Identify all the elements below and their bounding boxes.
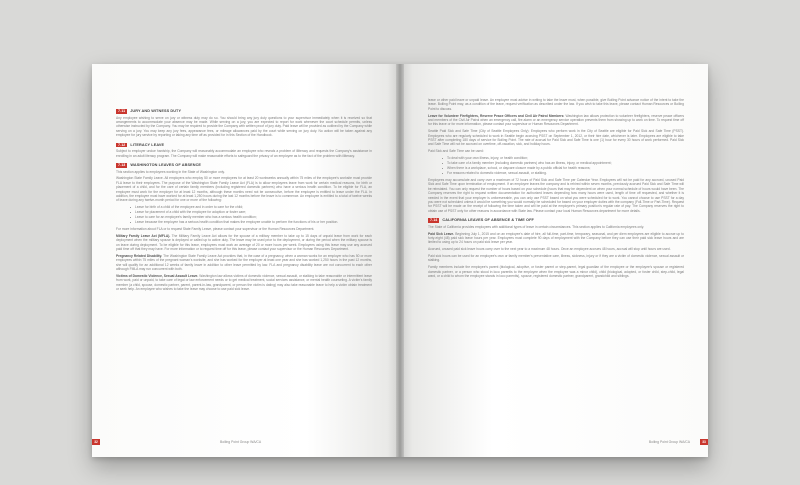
subsection-paragraph (428, 232, 684, 245)
section-title: CALIFORNIA LEAVES OF ABSENCE & TIME OFF (442, 218, 534, 223)
left-page (92, 64, 400, 457)
paragraph: Any employee wishing to serve on jury or witness duty may do so. You should bring any jury duty questions to your supervisor immediately when it is received so that arrangements to accommodate your absence may be made. While serving on a jury, you are expected to report for work whenever the court schedule permits, unless otherwise instructed by the Company. You may be required to provide the Company with written proof of jury duty. Paid leave will be provided as outlined by the Company while serving on a jury. You may keep any jury fees, appearance fees, or mileage allowances paid by the court while serving on jury duty. No action will be taken against any employee for jury service by reporting or taking any time off as provided for in this Section of the Handbook. (116, 115, 372, 138)
subsection-paragraph (116, 234, 372, 252)
list-item: Leave to care for an employee's family member who has a serious health condition; (130, 215, 372, 219)
section-number-badge: 7.14 (430, 218, 438, 223)
paragraph: Paid sick hours can be used for an employee's own or family member's preventative care, illness, sickness, injury or if they are a victim of domestic violence, sexual assault or stalking. (428, 253, 684, 263)
section-title: JURY AND WITNESS DUTY (130, 109, 182, 114)
footer-company-name: Boiling Point Group WA/CA (648, 440, 690, 444)
list-item: Leave for placement of a child with the employee for adoption or foster care; (130, 210, 372, 214)
open-handbook (92, 64, 708, 457)
list-item: To deal with your own illness, injury, or health condition; (442, 156, 684, 160)
bullet-list (130, 205, 372, 224)
subsection-paragraph (116, 274, 372, 292)
section-heading (116, 109, 372, 114)
subsection-lead: Leave for Volunteer Firefighters, Reserve Peace Officers and Civil Air Patrol Members: (428, 113, 565, 118)
page-footer (408, 439, 708, 445)
paragraph: Paid Sick and Safe Time can be used: (428, 149, 484, 154)
subsection-paragraph (116, 254, 372, 272)
paragraph: Seattle Paid Sick and Safe Time (City of Seattle Employees Only): Employees who perform work in the City of Seattle are eligible for Paid Sick and Safe Time (PSST). Employees who are regularly scheduled to work in Seattle begin accruing PSST on September 1, 2012, or their hire date, whichever is later. Employees are eligible to take PSST after completing 180 days of service for Boiling Point. The rate of accrual for Paid Sick and Safe Time is one (1) hour for every 30 hours of work performed. Paid Sick and Safe Time will not be accrued on overtime, off-vacation, sick, and holiday hours. (428, 129, 684, 147)
section-heading (428, 218, 684, 223)
section-title: WASHINGTON LEAVES OF ABSENCE (130, 163, 202, 168)
subsection-text: Washington law allows protection to volunteer firefighters, reserve peace officers and members of the Civil Air Patrol when an emergency call, fire alarm or an emergency service operation prevents them from showing up to work on time. To request time off for this leave or for more information, please contact your supervisor or Human Resources Department. (428, 113, 685, 127)
page-number: 32 (92, 439, 100, 445)
subsection-lead: Paid Sick Leave. (428, 231, 455, 236)
section-number-badge: 7.13 (118, 163, 126, 168)
section-number-badge: 7.12 (118, 142, 126, 147)
bullet-list (442, 156, 684, 175)
book-spine-shadow (396, 64, 404, 457)
section-heading (116, 143, 372, 148)
subsection-lead: Pregnancy Related Disability. (116, 253, 163, 258)
page-number: 33 (700, 439, 708, 445)
footer-company-name: Boiling Point Group WA/CA (220, 440, 262, 444)
paragraph: For more information about FLA or to request State Family Leave, please contact your supervisor or the Human Resources Department. (116, 227, 315, 232)
section-title: LITERACY LEAVE (130, 142, 165, 147)
section-number-badge: 7.11 (118, 109, 126, 113)
subsection-paragraph (428, 114, 684, 127)
list-item: For reasons related to domestic violence, sexual assault, or stalking. (442, 171, 684, 175)
subsection-lead: Military Family Leave Act (MFLA). (116, 233, 171, 238)
right-page-content (428, 98, 684, 281)
paragraph: Accrued, unused paid sick leave hours carry over to the next year to a maximum 48 hours. Once an employee accrues 48 hours, accrual will stop until hours are used. (428, 247, 671, 252)
paragraph: Family members include the employee's parent (biological, adoptive, or foster parent or step-parent, legal guardian of the employee or the employee's spouse or registered domestic partner, or a person who stood in loco parentis to the employee when the employee was a minor child), child (biological, adopted, or foster child, step-child, legal ward, or a child to whom the employee stands in loco parentis), spouse, registered domestic partner, grandparent, grandchild and siblings. (428, 265, 684, 278)
section-heading (116, 163, 372, 168)
paragraph: Washington State Family Leave. All employers who employ 50 or more employees for at least 20 workweeks annually within 75 miles of the employee's worksite must provide FLA leave to their employees. The purpose of the Washington State Family Leave Act (FLA) is to allow employees leave from work for certain medical reasons, for birth or placement of a child, and for the care of certain family members (including registered domestic partners) who have a serious health condition. To be eligible for FLA, an employee must work for the employer for at least 12 months, although these months need not be consecutive, before the employee is entitled to leave under the FLA. In addition, the employee must have worked for at least 1,250 hours during the last 12 months before the leave is to commence. An employee is entitled to a total of twelve weeks of leave during any twelve-month period for one or more of the following: (116, 176, 372, 203)
paragraph: This section applies to employees working in the State of Washington only. (116, 169, 225, 174)
paragraph: leave or other paid leave or unpaid leave. An employee must advise in writing to take the leave must, when possible, give Boiling Point advance notice of the intent to take the leave. Boiling Point may, as a condition of the leave, request verification as described under the law. If you wish to take this leave, please contact Human Resources or Boiling Point to discuss. (428, 98, 684, 111)
right-page (400, 64, 708, 457)
list-item: When there is a workplace, school, or daycare closure made by a public official for health reasons; (442, 166, 684, 170)
left-page-content (116, 104, 372, 294)
list-item: Leave for birth of a child of the employee and in order to care for the child; (130, 205, 372, 209)
list-item: Leave because the employee has a serious health condition that makes the employee unable to perform the functions of his or her position. (130, 220, 372, 224)
page-footer (92, 439, 392, 445)
paragraph: Employees may accumulate and carry over a maximum of 72 hours of Paid Sick and Safe Time per Calendar Year. Employees will not be paid for any accrued, unused Paid Sick and Safe Time upon termination of employment. If an employee leaves the company and is rehired within seven months, previously accrued Paid Sick and Safe Time will be reinstated. You can only request the number of hours based on your schedule (hours that may be dependent on when your normal schedule of hours would have been. The Company reserves the right to request written documentation for authorized leaves depending how many hours were used, length of time off requested, and whether it is needed in the event that your employer is unforeseeable, you can only use PSST based on what you were scheduled for to work. You cannot choose to use PSST for a day you were not scheduled unless it would be something you would normally be scheduled for based on your employer duties with the company (Full-Time or Part-Time). Request for PSST will be made on the receipt of following the time taken and will be paid at the employee's primary position's regular rate of pay. The Company reserves the right to obtain use of PSST only for other reasons in accordance with State law. Please contact your local Human Resources department for more details. (428, 177, 684, 213)
paragraph: Subject to employer undue hardship, the Company will reasonably accommodate an employee who reveals a problem of illiteracy and requests the Company's assistance in enrolling in an adult literacy program. The Company will make reasonable efforts to safeguard the privacy of an employee as to the fact of the problem with illiteracy. (116, 149, 372, 158)
subsection-lead: Victims of Domestic Violence, Sexual Assault Leave. (116, 273, 199, 278)
subsection-text: The Washington State Family Leave Act provides that, in the case of a pregnancy, when a woman works for an employer who has 50 or more employees within 75 miles of the pregnant woman's worksite, and she has worked for the employer at least one year and she has worked 1,250 hours in the past 12 months, she will qualify for an additional 12 weeks of family leave in addition to other leave permitted by law. FLA and pregnancy disability leave are not concurrent to each other although FMLA may run concurrent with both. (116, 253, 373, 272)
list-item: To take care of a family member (including domestic partners) who has an illness, injury, or medical appointment; (442, 161, 684, 165)
subsection-text: The Military Family Leave Act allows for the spouse of a military member to take up to 15 days of unpaid leave from work for each deployment when the military spouse is deployed or called up to active duty. The leave may be used prior to the deployment, or during the period when the military spouse is on leave during deployment. To be eligible for this leave, employees must work an average of 20 or more hours per week. Employees using this leave may use any accrued paid time off that they may have. For more information or to request time off for this leave, please contact your supervisor or the Human Resources Department. (116, 233, 372, 252)
paragraph: The State of California provides employees with additional types of leave in certain circumstances. This section applies to California employees only. (428, 224, 645, 229)
subsection-text: Beginning July 1, 2015 and on an employee's date of hire, all full-time, part-time, temporary, seasonal, and per diem employees are eligible to accrue up to forty-eight (48) paid sick leave hours per year. Employees must complete 90 days of employment with the Company before they can use their paid sick leave hours and are limited to using up to 24 hours on paid sick leave per year. (428, 231, 685, 245)
subsection-text: Washington law allows victims of domestic violence, sexual assault, or stalking to take reasonable or intermittent leave from work, paid or unpaid, to take care of legal or law enforcement needs or to get medical treatment, social services assistance, or mental health counseling. A victim's family member (a child, spouse, domestic partner, parent, parent-in-law, grandparent, or person the victim is dating) may also take reasonable leave to help a victim obtain treatment or seek help. An employee who wishes to take the leave may choose to use paid sick leave. (116, 273, 372, 292)
